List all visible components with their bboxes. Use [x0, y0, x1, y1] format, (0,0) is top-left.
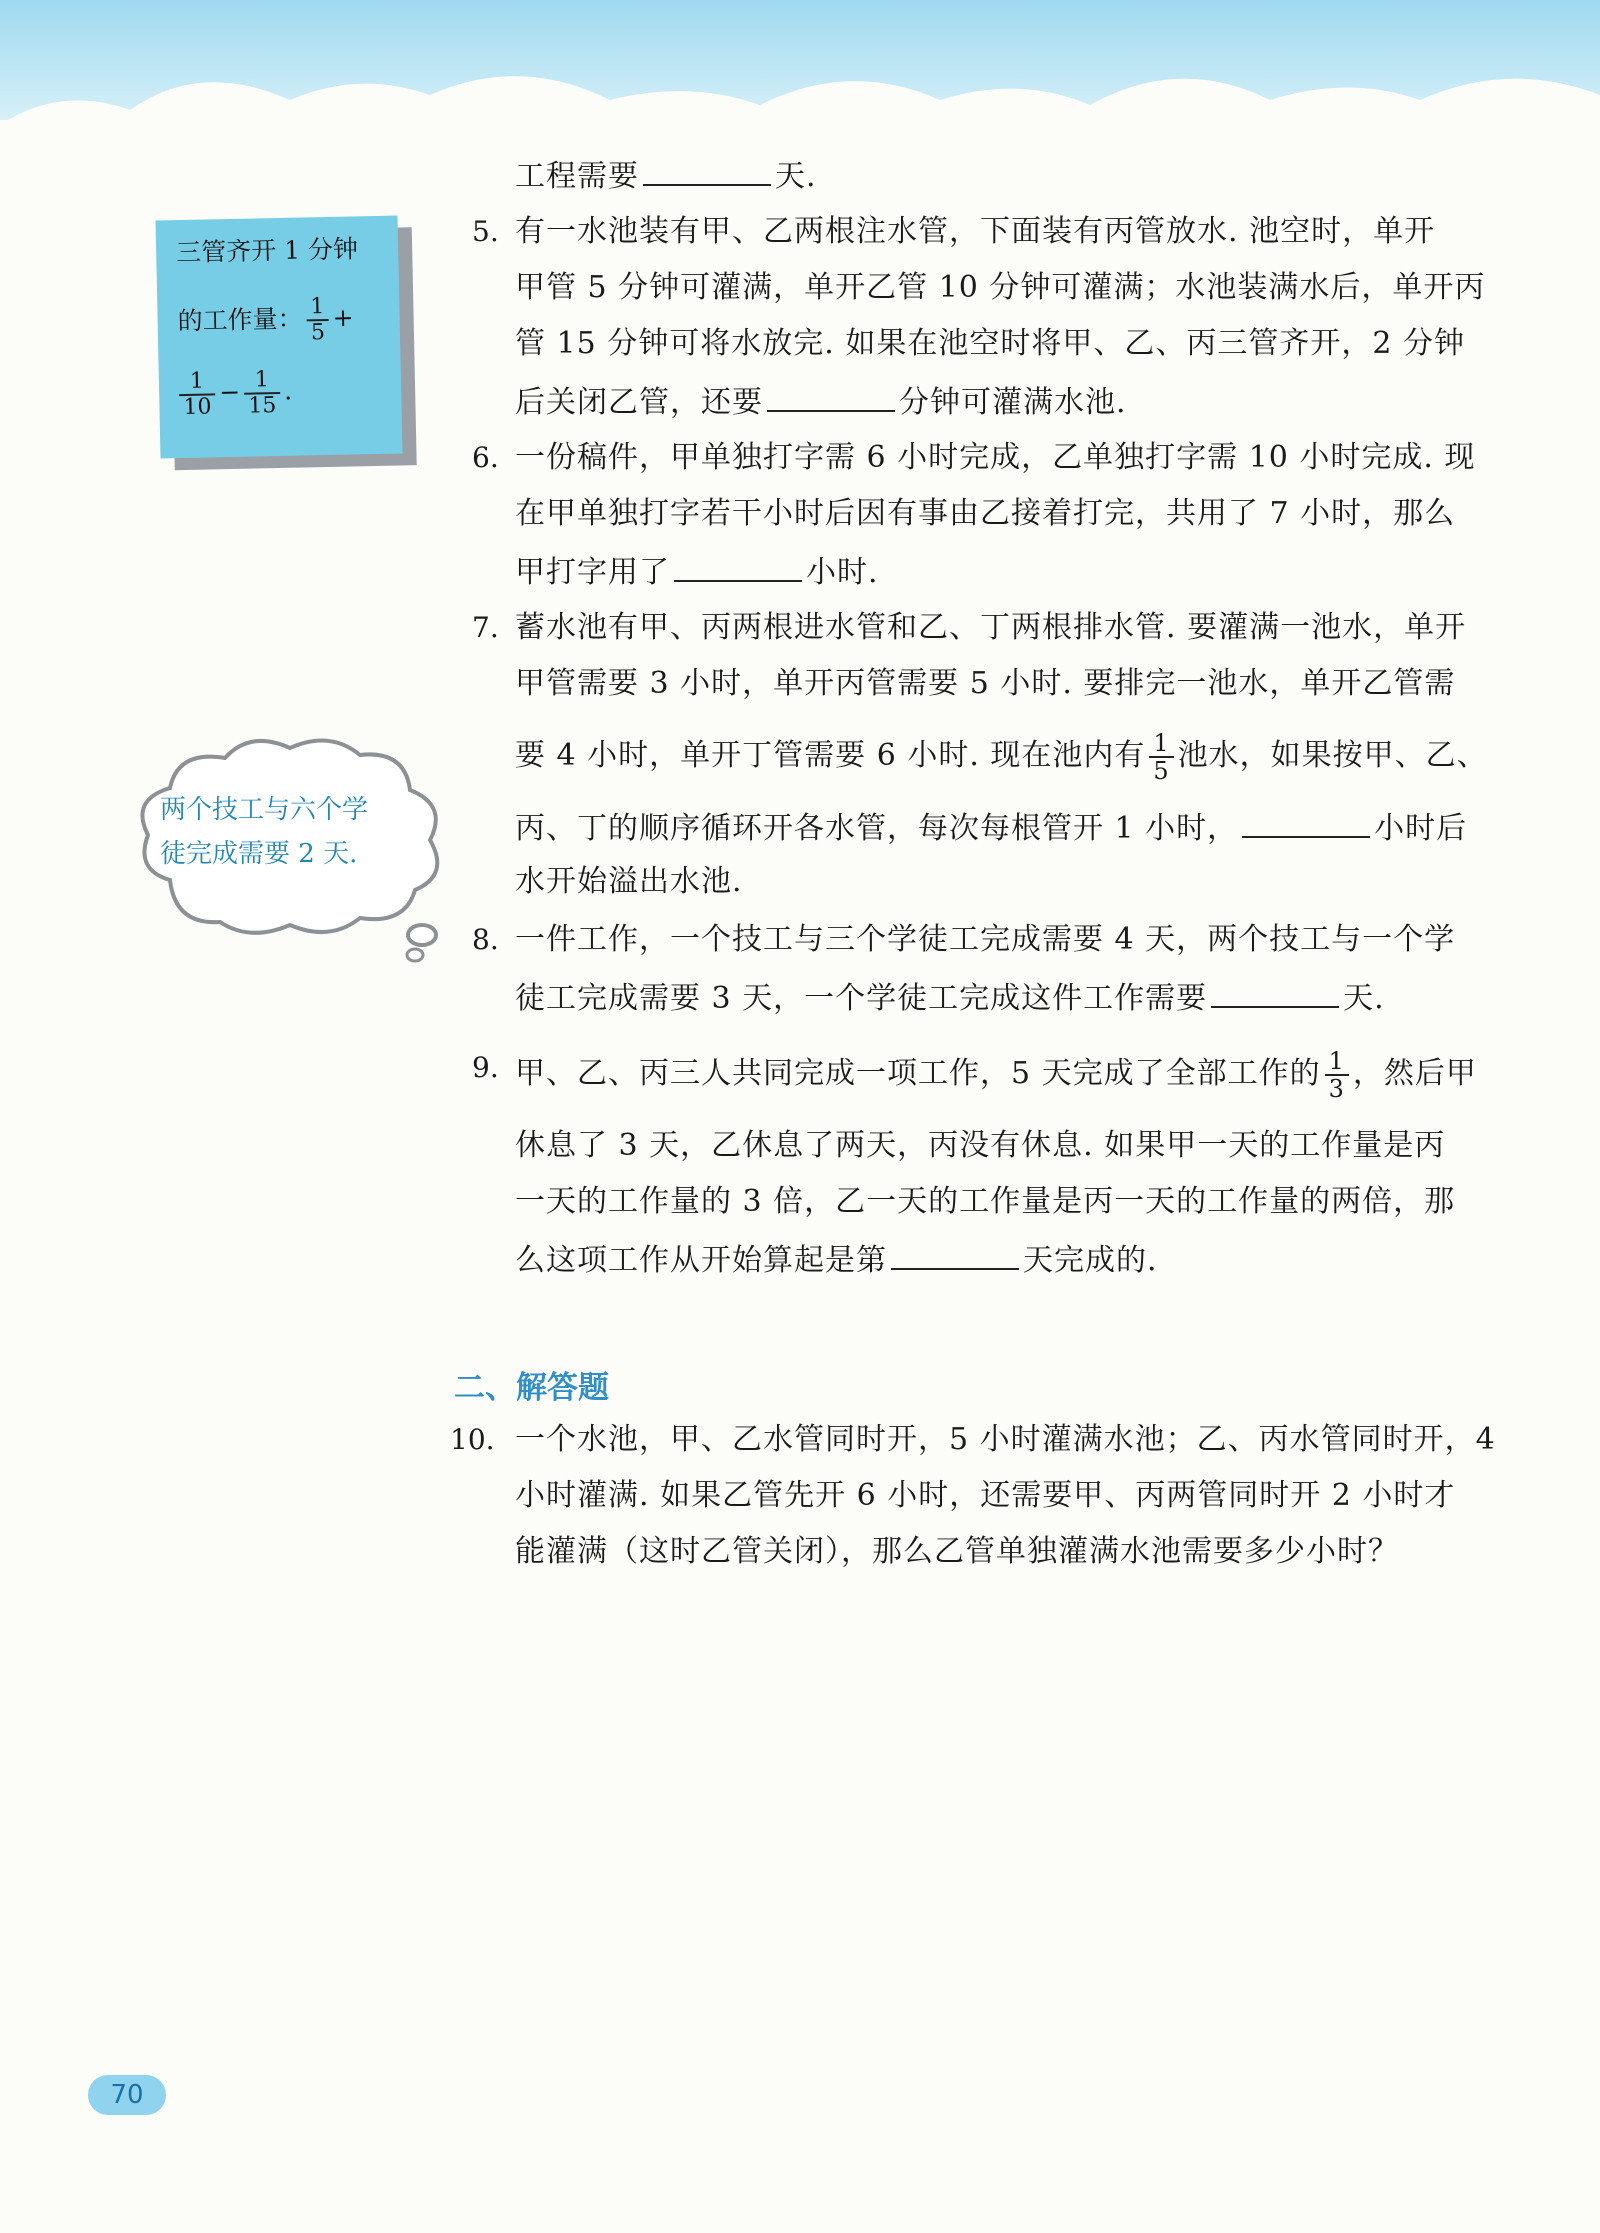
text: 分钟可灌满水池.	[899, 385, 1127, 420]
fraction-denominator: 10	[183, 394, 212, 421]
question-number: 7.	[472, 611, 499, 644]
answer-blank[interactable]	[1242, 806, 1370, 838]
tip-line	[179, 368, 293, 420]
answer-blank[interactable]	[891, 1238, 1019, 1270]
fraction-numerator: 1	[179, 369, 216, 396]
page-number: 70	[88, 2075, 166, 2115]
question-10-line: 小时灌满. 如果乙管先开 6 小时，还需要甲、丙两管同时开 2 小时才	[515, 1478, 1456, 1513]
question-number: 8.	[472, 923, 499, 956]
text: 小时后	[1374, 811, 1468, 846]
question-6-line: 在甲单独打字若干小时后因有事由乙接着打完，共用了 7 小时，那么	[515, 496, 1456, 531]
question-9-line: 一天的工作量的 3 倍，乙一天的工作量是丙一天的工作量的两倍，那	[515, 1184, 1456, 1219]
header-cloud-banner	[0, 0, 1600, 170]
tip-cloud-text	[160, 788, 368, 876]
question-6-line	[515, 550, 879, 593]
tip-line: 三管齐开 1 分钟	[175, 234, 359, 268]
fraction	[306, 295, 329, 345]
answer-blank[interactable]	[1211, 976, 1339, 1008]
fraction	[244, 368, 281, 419]
question-9-line	[515, 1238, 1158, 1281]
text: 徒工完成需要 3 天，一个学徒工完成这件工作需要	[515, 981, 1208, 1016]
question-10-line: 一个水池，甲、乙水管同时开，5 小时灌满水池；乙、丙水管同时开，4	[515, 1422, 1496, 1457]
question-7-line: 蓄水池有甲、丙两根进水管和乙、丁两根排水管. 要灌满一池水，单开	[515, 610, 1467, 645]
question-10-line: 能灌满（这时乙管关闭），那么乙管单独灌满水池需要多少小时？	[515, 1534, 1399, 1569]
text: 后关闭乙管，还要	[515, 385, 763, 420]
question-number: 6.	[472, 441, 499, 474]
question-7-line: 水开始溢出水池.	[515, 864, 743, 899]
fraction-denominator: 15	[248, 393, 277, 419]
text: 天.	[1343, 981, 1385, 1016]
text: 小时.	[806, 555, 879, 590]
text: 工程需要	[515, 159, 639, 194]
question-6-line: 一份稿件，甲单独打字需 6 小时完成，乙单独打字需 10 小时完成. 现	[515, 440, 1476, 475]
question-4-tail	[515, 154, 817, 197]
text: 丙、丁的顺序循环开各水管，每次每根管开 1 小时，	[515, 811, 1239, 846]
fraction	[1149, 730, 1173, 784]
fraction-numerator: 1	[1325, 1048, 1349, 1076]
question-7-line: 甲管需要 3 小时，单开丙管需要 5 小时. 要排完一池水，单开乙管需	[515, 666, 1456, 701]
question-number: 10.	[450, 1423, 495, 1456]
fraction-denominator: 5	[1153, 757, 1170, 785]
fraction-numerator: 1	[1149, 730, 1173, 758]
fraction	[1325, 1048, 1349, 1102]
fraction-numerator: 1	[244, 368, 281, 395]
minus-sign: −	[218, 377, 241, 407]
tip-line: 徒完成需要 2 天.	[160, 839, 358, 869]
text: 甲、乙、丙三人共同完成一项工作，5 天完成了全部工作的	[515, 1056, 1321, 1091]
question-9-line: 休息了 3 天，乙休息了两天，丙没有休息. 如果甲一天的工作量是丙	[515, 1128, 1446, 1163]
text: 要 4 小时，单开丁管需要 6 小时. 现在池内有	[515, 738, 1146, 773]
section-heading: 二、解答题	[454, 1370, 609, 1406]
period: .	[283, 376, 293, 406]
answer-blank[interactable]	[767, 380, 895, 412]
question-number: 9.	[472, 1051, 499, 1084]
question-5-line: 甲管 5 分钟可灌满，单开乙管 10 分钟可灌满；水池装满水后，单开丙	[515, 270, 1486, 305]
question-5-line: 管 15 分钟可将水放完. 如果在池空时将甲、乙、丙三管齐开，2 分钟	[515, 326, 1465, 361]
question-7-line	[515, 806, 1467, 849]
tip-line: 两个技工与六个学	[160, 795, 369, 825]
text: 甲打字用了	[515, 555, 670, 590]
plus-sign: +	[332, 302, 354, 333]
tip-text: 的工作量：	[177, 304, 303, 336]
text: 么这项工作从开始算起是第	[515, 1243, 887, 1278]
question-5-line: 有一水池装有甲、乙两根注水管，下面装有丙管放水. 池空时，单开	[515, 214, 1436, 249]
question-5-line	[515, 380, 1127, 423]
text: 池水，如果按甲、乙、	[1177, 738, 1488, 773]
question-number: 5.	[472, 215, 499, 248]
text: ，然后甲	[1352, 1056, 1477, 1091]
question-8-line: 一件工作，一个技工与三个学徒工完成需要 4 天，两个技工与一个学	[515, 922, 1456, 957]
question-7-line	[515, 730, 1488, 784]
question-9-line	[515, 1048, 1477, 1102]
answer-blank[interactable]	[674, 550, 802, 582]
answer-blank[interactable]	[643, 154, 771, 186]
fraction	[179, 369, 216, 420]
fraction-denominator: 3	[1328, 1075, 1345, 1103]
tip-line	[177, 294, 354, 348]
text: 天完成的.	[1023, 1243, 1158, 1278]
text: 天.	[775, 159, 817, 194]
tip-box-work-rate	[156, 215, 403, 458]
fraction-numerator: 1	[306, 295, 329, 321]
question-8-line	[515, 976, 1385, 1019]
fraction-denominator: 5	[310, 320, 326, 346]
